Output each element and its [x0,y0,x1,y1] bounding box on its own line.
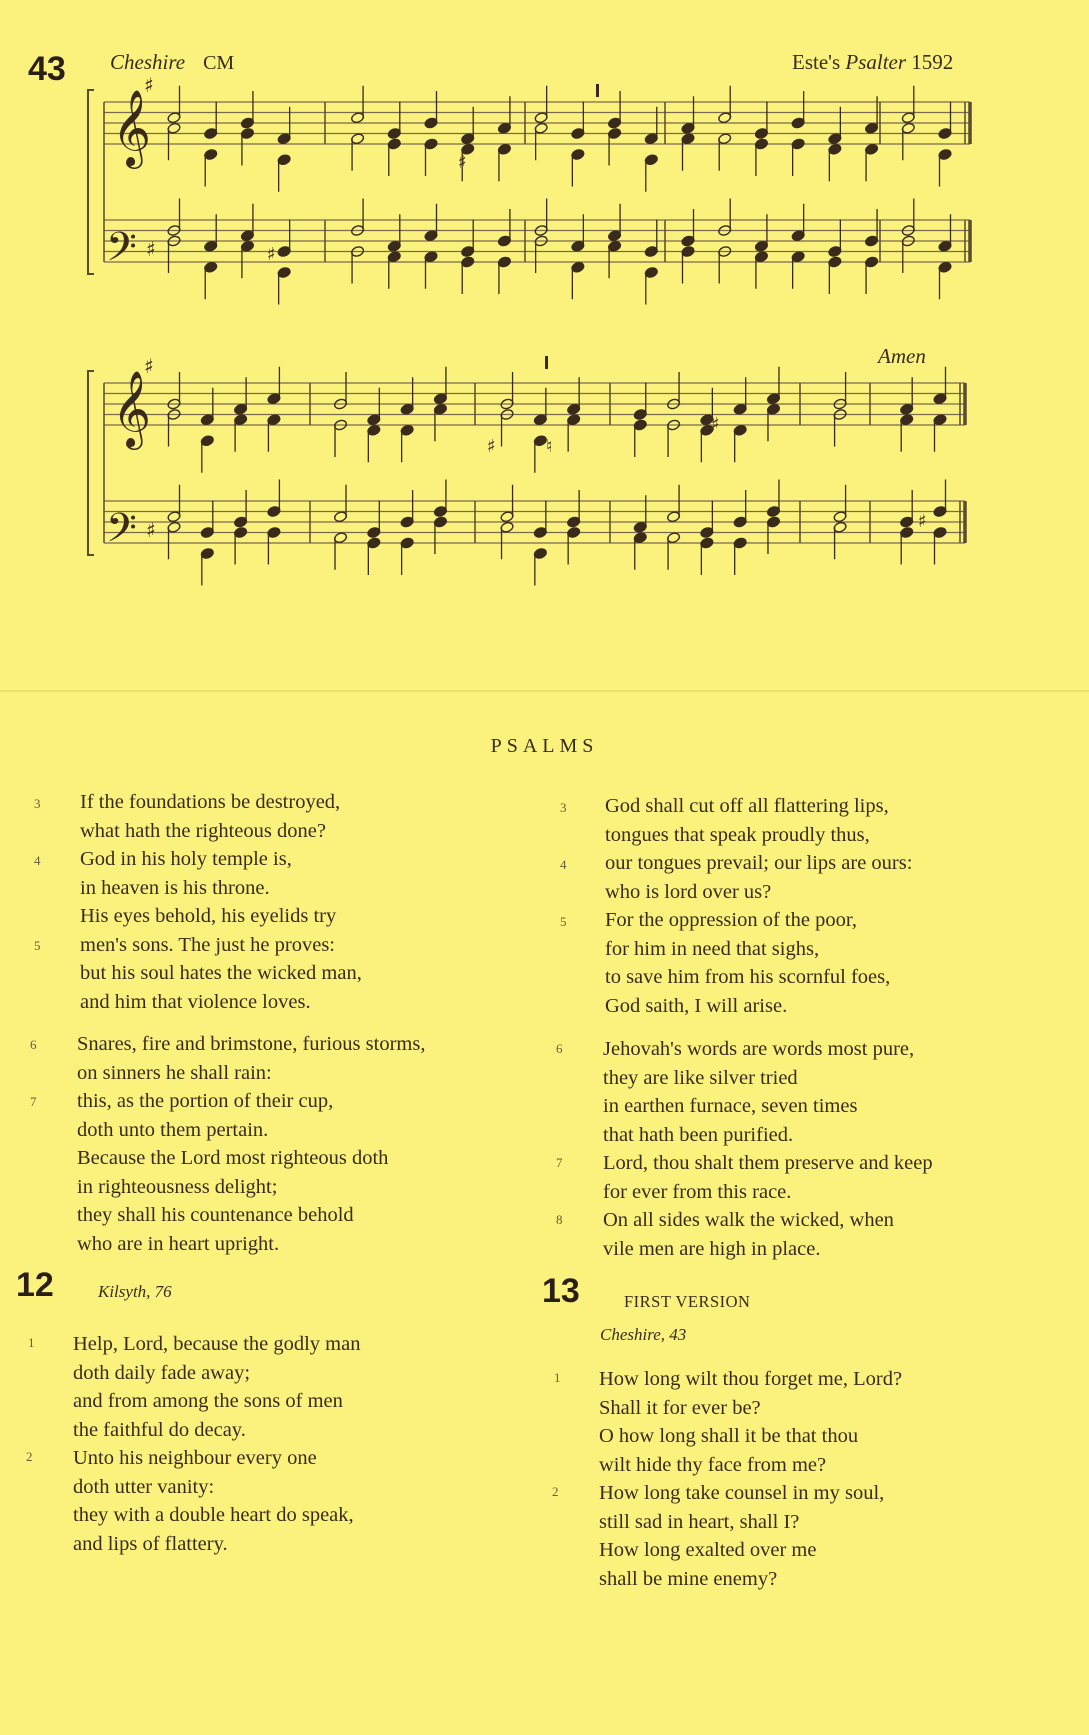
verse-line: they are like silver tried [603,1066,798,1089]
sharp-icon: ♯ [146,237,156,261]
verse-line: Shall it for ever be? [599,1396,761,1419]
verse-line: How long wilt thou forget me, Lord? [599,1368,903,1390]
sharp-icon: ♯ [918,511,927,532]
verse-line: For the oppression of the poor, [605,909,857,931]
verse-line: Because the Lord most righteous doth [77,1147,389,1169]
source-title: Psalter [845,50,907,74]
verse-number: 5 [34,938,41,953]
system-bracket [88,371,94,555]
bass-clef-icon: 𝄢 [106,224,137,280]
verse-line: God in his holy temple is, [80,848,292,870]
verse-number: 5 [560,914,567,929]
tune-meter: CM [203,52,235,74]
treble-clef-icon: 𝄞 [112,89,152,166]
psalm11-stanza-a [80,788,362,1016]
verse-line: and from among the sons of men [73,1390,343,1412]
sharp-icon: ♯ [458,152,467,173]
fermata-icon [545,356,548,369]
sharp-icon: ♯ [146,518,156,542]
verse-line: doth unto them pertain. [77,1118,269,1141]
verse-number: 4 [34,853,41,868]
verse-line: who is lord over us? [605,880,772,903]
psalm13-stanza [599,1365,902,1593]
hymn-number: 43 [28,50,66,88]
psalm-number: 12 [16,1266,54,1304]
verse-line: Unto his neighbour every one [73,1447,317,1469]
verse-line: our tongues prevail; our lips are ours: [605,852,913,874]
psalm12-stanza-b [605,792,912,1020]
verse-line: for ever from this race. [603,1180,792,1203]
verse-line: How long take counsel in my soul, [599,1482,885,1504]
verse-line: in heaven is his throne. [80,876,270,899]
verse-line: still sad in heart, shall I? [599,1510,800,1533]
verse-line: How long exalted over me [599,1539,817,1561]
sharp-icon: ♯ [144,73,154,97]
section-title: PSALMS [490,735,599,757]
verse-number: 8 [556,1212,563,1227]
verse-line: and him that violence loves. [80,990,311,1013]
verse-line: doth daily fade away; [73,1361,251,1384]
verse-line: Jehovah's words are words most pure, [603,1038,915,1060]
verse-number: 3 [560,800,567,815]
verse-line: for him in need that sighs, [605,937,820,960]
verse-line: doth utter vanity: [73,1475,215,1498]
source-prefix: Este's [792,50,846,74]
sharp-icon: ♯ [144,354,154,378]
verse-line: God saith, I will arise. [605,994,788,1017]
clefs [106,73,156,561]
verse-line: the faithful do decay. [73,1418,246,1441]
verse-number: 6 [30,1037,37,1052]
psalm-number: 13 [542,1272,580,1310]
psalm11-stanza-b [77,1030,425,1258]
verse-line: they shall his countenance behold [77,1204,354,1226]
verse-line: tongues that speak proudly thus, [605,823,870,846]
version-label: FIRST VERSION [624,1292,751,1311]
verse-line: in earthen furnace, seven times [603,1095,858,1117]
verse-line: O how long shall it be that thou [599,1425,859,1447]
tune-name: Cheshire [110,50,186,74]
notes [167,86,952,586]
verse-number: 1 [554,1370,561,1385]
verse-line: shall be mine enemy? [599,1567,778,1590]
verse-line: to save him from his scornful foes, [605,966,891,988]
natural-icon: ♮ [546,436,553,457]
fermatas [545,84,599,369]
verse-line: men's sons. The just he proves: [80,933,335,956]
sharp-icon: ♯ [711,414,720,435]
verse-line: Lord, thou shalt them preserve and keep [603,1152,933,1174]
staff-lines [104,102,970,543]
psalm12-stanza-c [603,1035,933,1263]
verse-line: in righteousness delight; [77,1175,278,1198]
verse-number: 1 [28,1335,35,1350]
tune-reference: Cheshire, 43 [600,1325,687,1344]
music-score [0,0,1089,600]
system-bracket [88,90,94,274]
verse-line: this, as the portion of their cup, [77,1090,334,1112]
verse-line: but his soul hates the wicked man, [80,962,362,984]
verse-number: 2 [552,1484,559,1499]
source-year: 1592 [906,50,954,74]
verse-number: 6 [556,1041,563,1056]
verse-line: on sinners he shall rain: [77,1061,272,1084]
sharp-icon: ♯ [267,244,276,265]
verse-line: Help, Lord, because the godly man [73,1333,361,1355]
verse-number: 7 [556,1155,563,1170]
verse-number: 4 [560,857,567,872]
verse-line: wilt hide thy face from me? [599,1453,827,1476]
verse-number: 7 [30,1094,37,1109]
treble-clef-icon: 𝄞 [112,370,152,447]
verse-line: that hath been purified. [603,1123,794,1146]
amen-label: Amen [878,344,926,368]
verse-line: God shall cut off all flattering lips, [605,795,889,817]
verse-line: and lips of flattery. [73,1532,228,1555]
verse-number: 3 [34,796,41,811]
accidentals [267,152,927,532]
verse-line: vile men are high in place. [603,1237,821,1260]
sharp-icon: ♯ [487,436,496,457]
verse-line: On all sides walk the wicked, when [603,1209,894,1231]
verse-line: what hath the righteous done? [80,819,326,842]
verse-line: who are in heart upright. [77,1232,280,1255]
verse-line: Snares, fire and brimstone, furious storms, [77,1033,426,1055]
verse-line: If the foundations be destroyed, [80,791,341,813]
bar-lines [88,90,970,555]
verse-line: His eyes behold, his eyelids try [80,905,337,927]
fermata-icon [596,84,599,97]
psalm12-stanza [73,1330,360,1558]
verse-line: they with a double heart do speak, [73,1504,354,1526]
verse-number: 2 [26,1449,33,1464]
bass-clef-icon: 𝄢 [106,505,137,561]
page-fold [0,690,1089,692]
tune-reference: Kilsyth, 76 [98,1282,172,1301]
